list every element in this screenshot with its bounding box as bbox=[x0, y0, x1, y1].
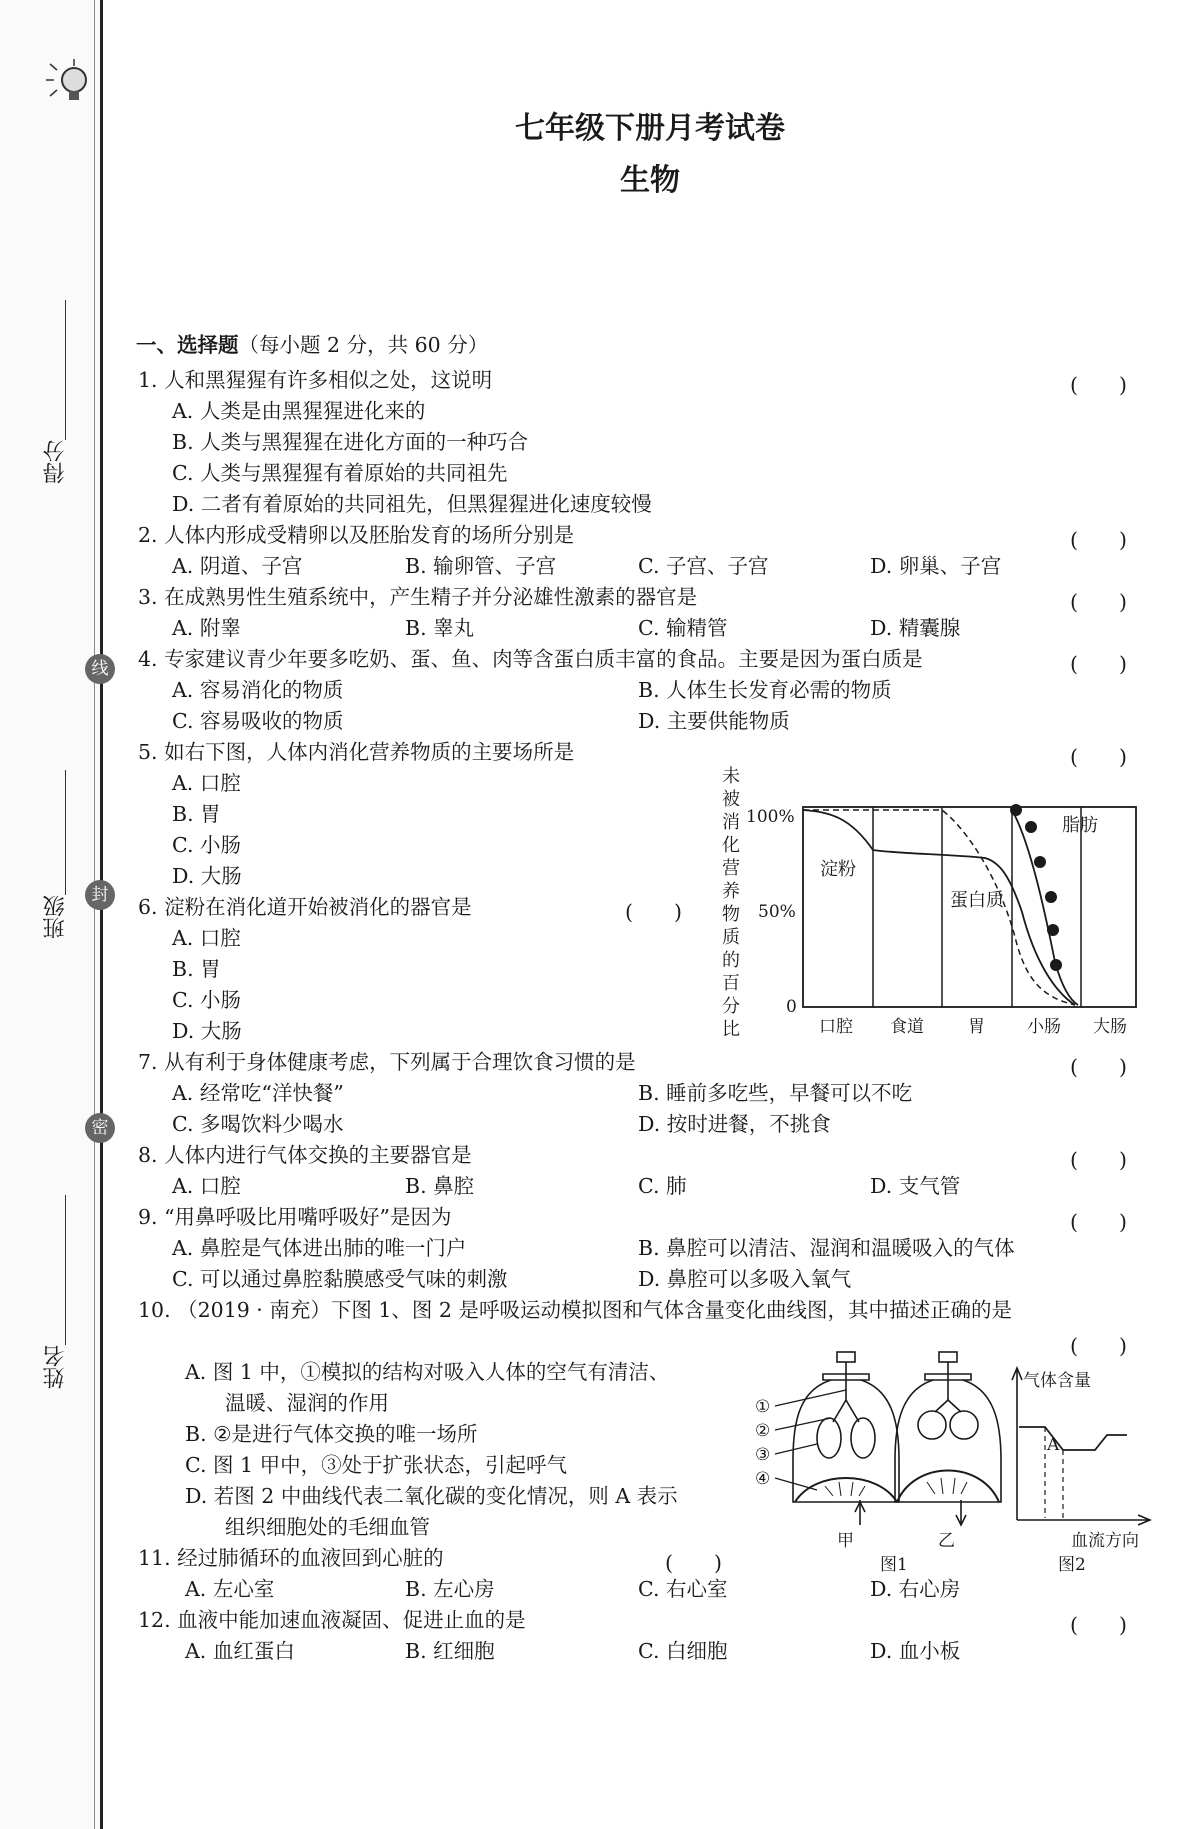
q8-option-c: C. 肺 bbox=[638, 1174, 687, 1198]
chart-ylabel-char: 物 bbox=[722, 904, 740, 925]
q5-option-b: B. 胃 bbox=[172, 802, 221, 826]
q4-option-d: D. 主要供能物质 bbox=[638, 709, 790, 733]
q6-option-a: A. 口腔 bbox=[172, 926, 241, 950]
jar-label-yi: 乙 bbox=[938, 1531, 955, 1551]
q5-option-d: D. 大肠 bbox=[172, 864, 242, 888]
binding-line bbox=[100, 0, 103, 1829]
q7-option-c: C. 多喝饮料少喝水 bbox=[172, 1112, 344, 1136]
q7-stem: 7. 从有利于身体健康考虑，下列属于合理饮食习惯的是 bbox=[138, 1050, 636, 1074]
q10-option-a-line2: 温暖、湿润的作用 bbox=[225, 1391, 389, 1415]
q9-option-d: D. 鼻腔可以多吸入氧气 bbox=[638, 1267, 852, 1291]
fig2-caption: 图2 bbox=[1058, 1555, 1086, 1572]
chart-ylabel-char: 消 bbox=[722, 812, 740, 833]
score-blank-line bbox=[65, 300, 66, 440]
q10-option-d-line1: D. 若图 2 中曲线代表二氧化碳的变化情况，则 A 表示 bbox=[185, 1484, 678, 1508]
q1-option-c: C. 人类与黑猩猩有着原始的共同祖先 bbox=[172, 461, 508, 485]
chart-ylabel-char: 分 bbox=[722, 996, 740, 1017]
q12-option-d: D. 血小板 bbox=[870, 1639, 961, 1663]
structure-pointers bbox=[775, 1390, 846, 1490]
q10-option-c: C. 图 1 甲中，③处于扩张状态，引起呼气 bbox=[185, 1453, 568, 1477]
chart-ylabel-char: 营 bbox=[722, 858, 740, 879]
bell-jar-left bbox=[793, 1352, 899, 1525]
q5-option-c: C. 小肠 bbox=[172, 833, 241, 857]
q3-answer-blank[interactable]: ( ) bbox=[1070, 590, 1127, 614]
digestion-curve-figure bbox=[710, 762, 1150, 1042]
q5-option-a: A. 口腔 bbox=[172, 771, 241, 795]
q10-option-a-line1: A. 图 1 中，①模拟的结构对吸入人体的空气有清洁、 bbox=[185, 1360, 670, 1384]
q2-option-a: A. 阴道、子宫 bbox=[172, 554, 303, 578]
q9-option-c: C. 可以通过鼻腔黏膜感受气味的刺激 bbox=[172, 1267, 508, 1291]
fat-curve bbox=[1012, 810, 1078, 1005]
q12-stem: 12. 血液中能加速血液凝固、促进止血的是 bbox=[138, 1608, 526, 1632]
q11-option-a: A. 左心室 bbox=[185, 1577, 275, 1601]
q3-stem: 3. 在成熟男性生殖系统中，产生精子并分泌雄性激素的器官是 bbox=[138, 585, 698, 609]
q8-option-a: A. 口腔 bbox=[172, 1174, 241, 1198]
q4-option-b: B. 人体生长发育必需的物质 bbox=[638, 678, 892, 702]
q5-stem: 5. 如右下图，人体内消化营养物质的主要场所是 bbox=[138, 740, 575, 764]
q10-option-b: B. ②是进行气体交换的唯一场所 bbox=[185, 1422, 478, 1446]
chart-organ-stomach: 胃 bbox=[968, 1017, 985, 1037]
q9-option-b: B. 鼻腔可以清洁、湿润和温暖吸入的气体 bbox=[638, 1236, 1015, 1260]
q10-option-d-line2: 组织细胞处的毛细血管 bbox=[225, 1515, 430, 1539]
marker-4: ④ bbox=[755, 1469, 771, 1489]
chart-organ-large-intestine: 大肠 bbox=[1093, 1017, 1127, 1037]
q3-option-d: D. 精囊腺 bbox=[870, 616, 961, 640]
q10-answer-blank[interactable]: ( ) bbox=[1070, 1334, 1127, 1358]
q12-option-b: B. 红细胞 bbox=[405, 1639, 495, 1663]
marker-1: ① bbox=[755, 1397, 771, 1417]
q4-option-a: A. 容易消化的物质 bbox=[172, 678, 344, 702]
chart-ylabel-char: 化 bbox=[722, 835, 740, 856]
q11-stem: 11. 经过肺循环的血液回到心脏的 bbox=[138, 1546, 444, 1570]
q8-option-d: D. 支气管 bbox=[870, 1174, 961, 1198]
q8-answer-blank[interactable]: ( ) bbox=[1070, 1148, 1127, 1172]
class-blank-line bbox=[65, 770, 66, 895]
q9-option-a: A. 鼻腔是气体进出肺的唯一门户 bbox=[172, 1236, 467, 1260]
q2-option-d: D. 卵巢、子宫 bbox=[870, 554, 1002, 578]
chart-ylabel-char: 的 bbox=[722, 950, 740, 971]
q12-option-a: A. 血红蛋白 bbox=[185, 1639, 295, 1663]
q11-option-d: D. 右心房 bbox=[870, 1577, 961, 1601]
fat-label: 脂肪 bbox=[1062, 815, 1098, 836]
q8-stem: 8. 人体内进行气体交换的主要器官是 bbox=[138, 1143, 472, 1167]
protein-curve bbox=[803, 810, 1075, 1005]
lightbulb-icon bbox=[42, 58, 102, 108]
section-note: （每小题 2 分，共 60 分） bbox=[238, 333, 489, 357]
subject-title: 生物 bbox=[620, 163, 680, 198]
chart-organ-small-intestine: 小肠 bbox=[1027, 1017, 1061, 1037]
chart-ylabel-char: 被 bbox=[722, 789, 740, 810]
q11-option-b: B. 左心房 bbox=[405, 1577, 495, 1601]
gas-content-graph bbox=[1012, 1368, 1150, 1525]
name-label: 姓名 bbox=[43, 1345, 68, 1389]
q6-option-c: C. 小肠 bbox=[172, 988, 241, 1012]
chart-organ-esophagus: 食道 bbox=[890, 1017, 924, 1037]
chart-ytick-50: 50% bbox=[758, 902, 796, 922]
q3-option-a: A. 附睾 bbox=[172, 616, 241, 640]
fat-curve-dots bbox=[1010, 804, 1062, 971]
starch-label: 淀粉 bbox=[820, 859, 856, 880]
q6-answer-blank[interactable]: ( ) bbox=[625, 900, 682, 924]
q1-stem: 1. 人和黑猩猩有许多相似之处，这说明 bbox=[138, 368, 493, 392]
name-blank-line bbox=[65, 1195, 66, 1345]
marker-2: ② bbox=[755, 1421, 771, 1441]
q6-stem: 6. 淀粉在消化道开始被消化的器官是 bbox=[138, 895, 472, 919]
chart-ylabel-char: 百 bbox=[722, 973, 740, 994]
respiration-figure bbox=[755, 1350, 1155, 1572]
q7-option-a: A. 经常吃“洋快餐” bbox=[172, 1081, 344, 1105]
bell-jar-right bbox=[895, 1352, 1001, 1525]
q6-option-d: D. 大肠 bbox=[172, 1019, 242, 1043]
q7-answer-blank[interactable]: ( ) bbox=[1070, 1055, 1127, 1079]
q2-answer-blank[interactable]: ( ) bbox=[1070, 528, 1127, 552]
q6-option-b: B. 胃 bbox=[172, 957, 221, 981]
q4-answer-blank[interactable]: ( ) bbox=[1070, 652, 1127, 676]
q12-option-c: C. 白细胞 bbox=[638, 1639, 728, 1663]
q3-option-c: C. 输精管 bbox=[638, 616, 728, 640]
q2-stem: 2. 人体内形成受精卵以及胚胎发育的场所分别是 bbox=[138, 523, 575, 547]
q10-stem: 10. （2019 · 南充）下图 1、图 2 是呼吸运动模拟图和气体含量变化曲线图，其中描述正确的是 bbox=[138, 1298, 1012, 1322]
fig2-ylabel: 气体含量 bbox=[1023, 1371, 1091, 1391]
seal-seal: 封 bbox=[85, 880, 115, 910]
chart-organ-mouth: 口腔 bbox=[819, 1017, 853, 1037]
q2-option-c: C. 子宫、子宫 bbox=[638, 554, 769, 578]
q1-option-d: D. 二者有着原始的共同祖先，但黑猩猩进化速度较慢 bbox=[172, 492, 652, 516]
q11-answer-blank[interactable]: ( ) bbox=[665, 1551, 722, 1575]
protein-label: 蛋白质 bbox=[950, 890, 1004, 911]
seal-secret: 密 bbox=[85, 1113, 115, 1143]
chart-ytick-100: 100% bbox=[746, 807, 795, 827]
q1-answer-blank[interactable]: ( ) bbox=[1070, 373, 1127, 397]
q1-option-a: A. 人类是由黑猩猩进化来的 bbox=[172, 399, 426, 423]
seal-line: 线 bbox=[85, 654, 115, 684]
q4-option-c: C. 容易吸收的物质 bbox=[172, 709, 344, 733]
q3-option-b: B. 睾丸 bbox=[405, 616, 475, 640]
marker-3: ③ bbox=[755, 1445, 771, 1465]
fig2-point-a: A bbox=[1047, 1435, 1060, 1455]
binding-line-thin bbox=[94, 0, 95, 1829]
class-label: 班级 bbox=[43, 895, 68, 939]
starch-curve bbox=[803, 810, 1075, 1005]
q7-option-b: B. 睡前多吃些，早餐可以不吃 bbox=[638, 1081, 913, 1105]
fig2-xlabel: 血流方向 bbox=[1071, 1531, 1139, 1551]
section-title: 一、选择题 bbox=[136, 333, 239, 357]
q9-answer-blank[interactable]: ( ) bbox=[1070, 1210, 1127, 1234]
jar-label-jia: 甲 bbox=[837, 1531, 854, 1551]
q2-option-b: B. 输卵管、子宫 bbox=[405, 554, 557, 578]
q12-answer-blank[interactable]: ( ) bbox=[1070, 1613, 1127, 1637]
section-header bbox=[136, 333, 488, 357]
score-label: 得分 bbox=[43, 440, 68, 484]
chart-ylabel-char: 比 bbox=[722, 1019, 740, 1040]
fig1-caption: 图1 bbox=[880, 1555, 908, 1572]
q11-option-c: C. 右心室 bbox=[638, 1577, 728, 1601]
chart-ylabel-char: 质 bbox=[722, 927, 740, 948]
q7-option-d: D. 按时进餐，不挑食 bbox=[638, 1112, 831, 1136]
chart-ytick-0: 0 bbox=[786, 997, 797, 1017]
q5-answer-blank[interactable]: ( ) bbox=[1070, 745, 1127, 769]
q1-option-b: B. 人类与黑猩猩在进化方面的一种巧合 bbox=[172, 430, 529, 454]
chart-ylabel-char: 养 bbox=[722, 881, 740, 902]
chart-ylabel-char: 未 bbox=[722, 766, 740, 787]
q4-stem: 4. 专家建议青少年要多吃奶、蛋、鱼、肉等含蛋白质丰富的食品。主要是因为蛋白质是 bbox=[138, 647, 923, 671]
page-title: 七年级下册月考试卷 bbox=[515, 111, 785, 146]
q9-stem: 9. “用鼻呼吸比用嘴呼吸好”是因为 bbox=[138, 1205, 452, 1229]
q8-option-b: B. 鼻腔 bbox=[405, 1174, 475, 1198]
